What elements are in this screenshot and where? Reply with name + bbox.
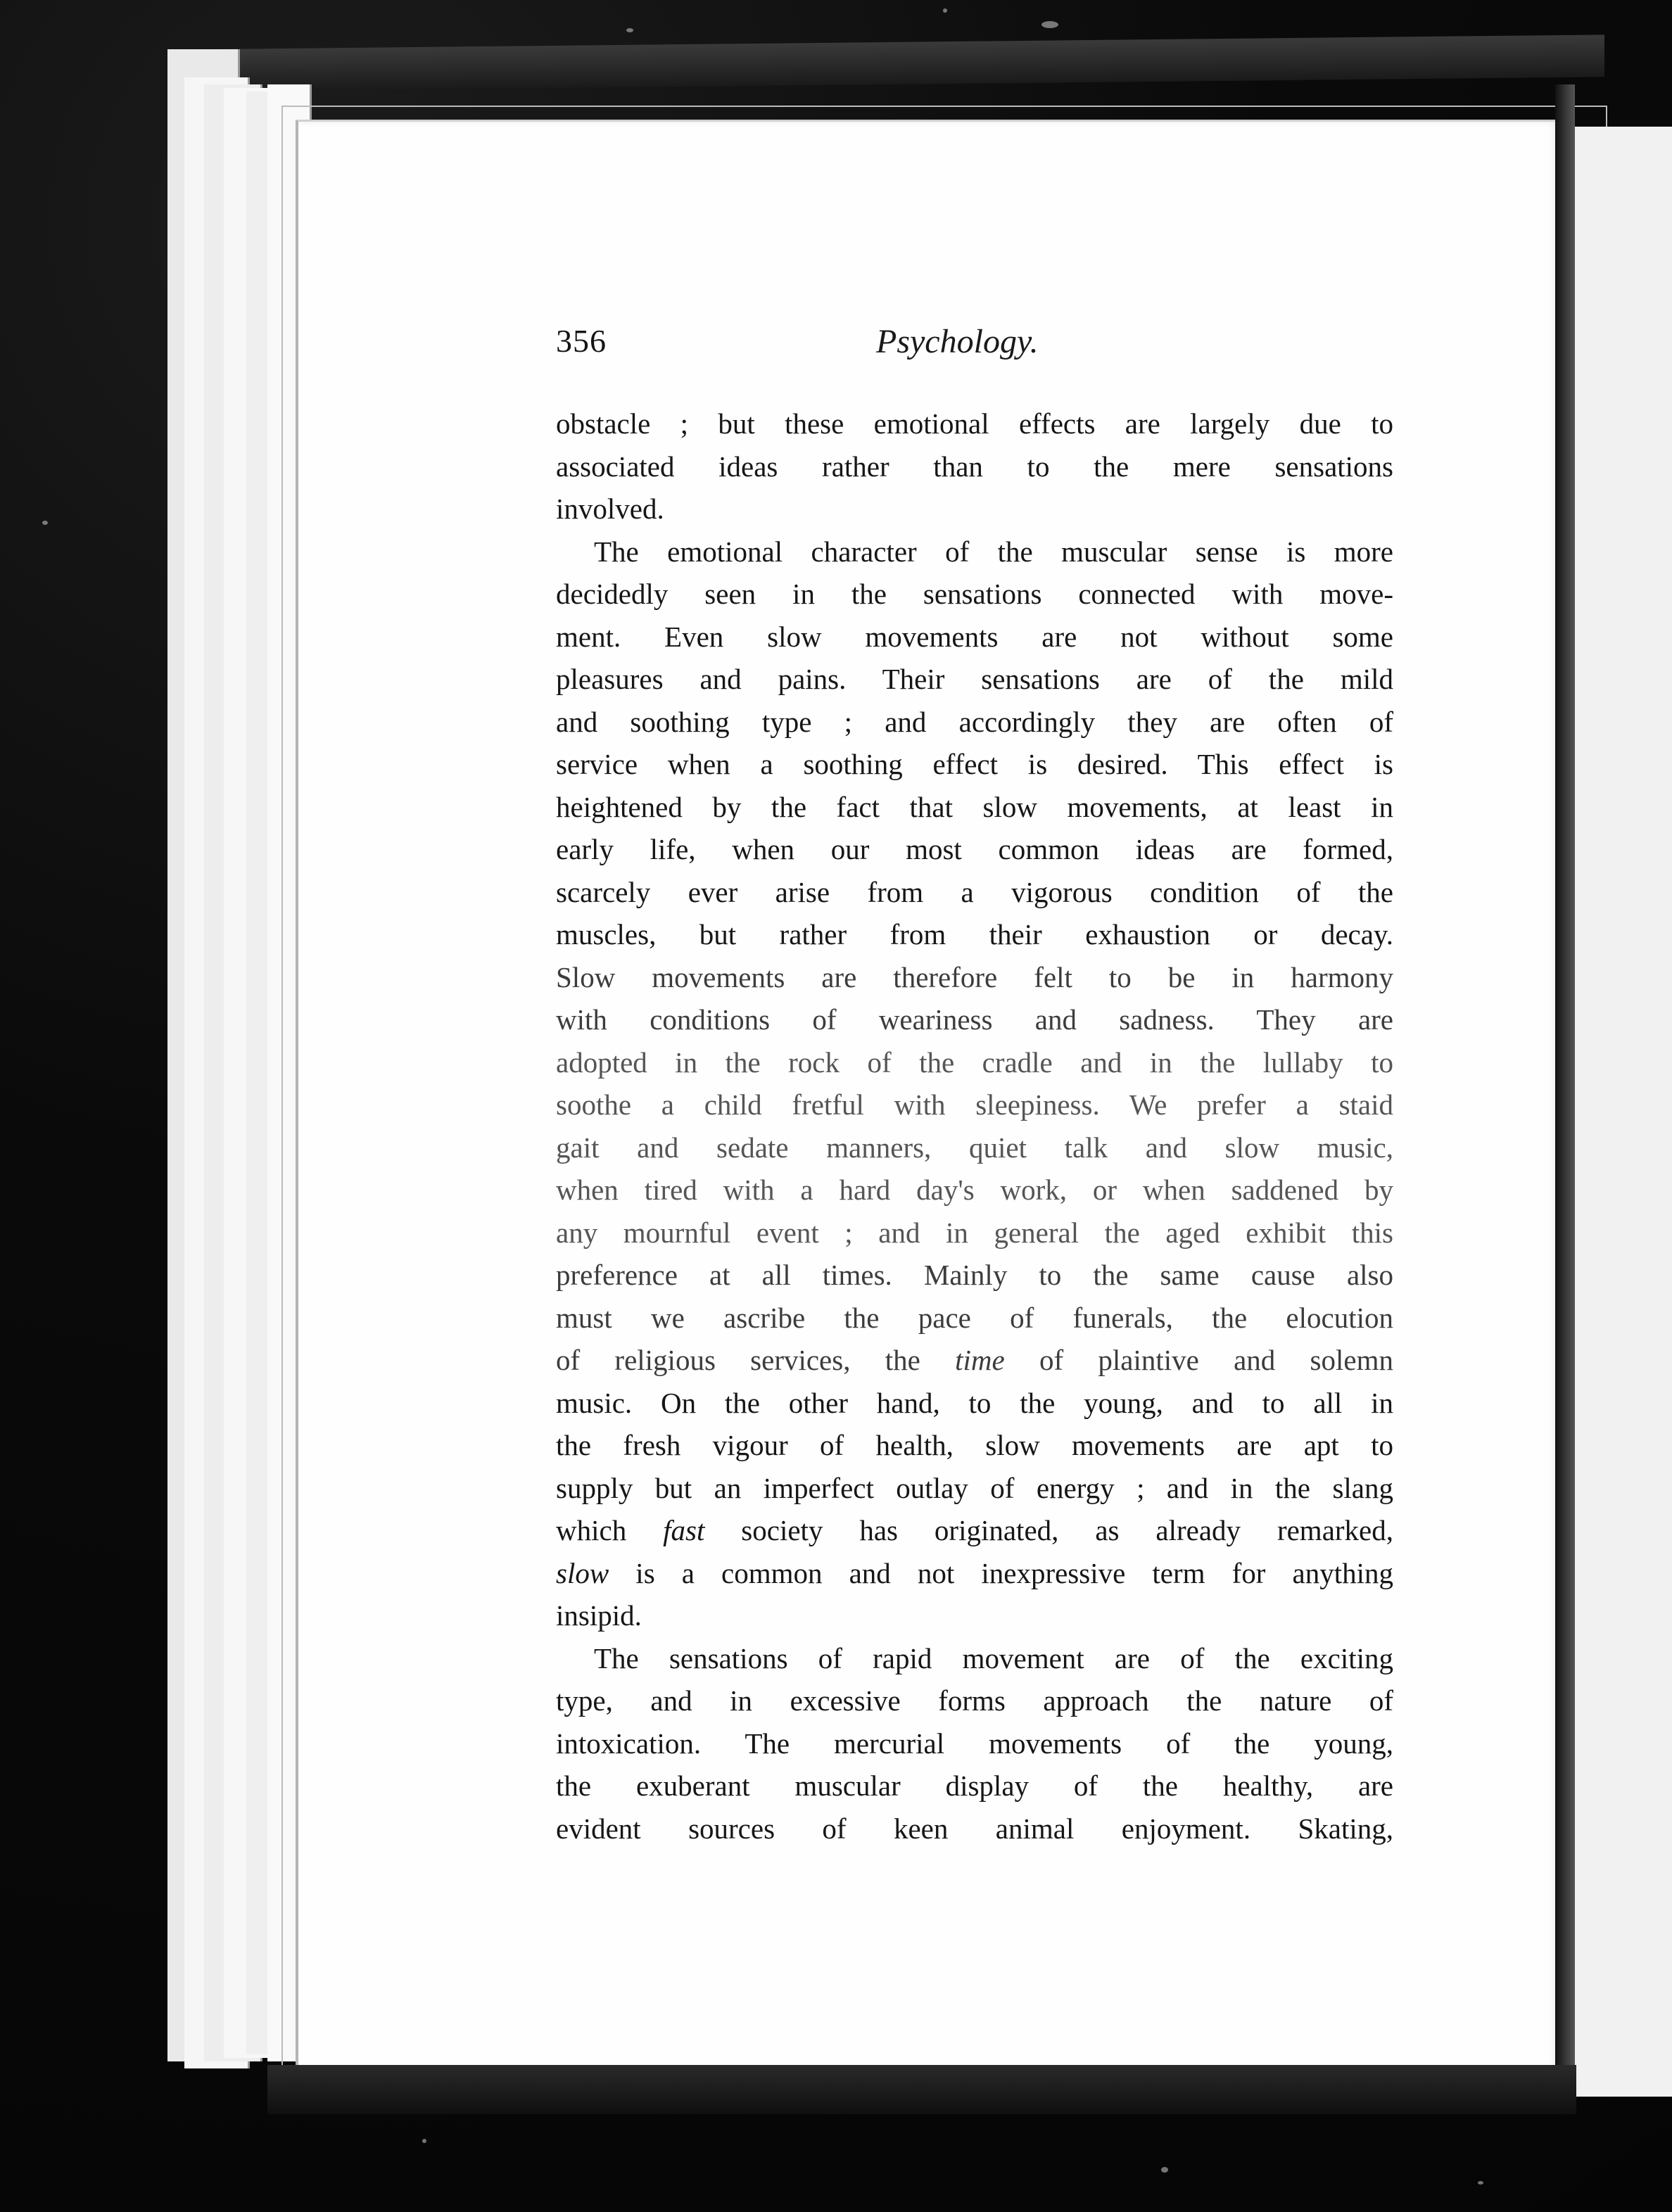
- running-head: [556, 322, 1393, 371]
- text-line: must we ascribe the pace of funerals, the elocution: [556, 1301, 1393, 1334]
- text-line: associated ideas rather than to the mere sensations: [556, 450, 1393, 483]
- text-line: preference at all times. Mainly to the same cause also: [556, 1259, 1393, 1291]
- scan-speck: [626, 28, 633, 32]
- scan-speck: [1161, 2167, 1168, 2173]
- text-line: any mournful event ; and in general the aged exhibit this: [556, 1216, 1393, 1249]
- text-line: decidedly seen in the sensations connected with move-: [556, 578, 1393, 610]
- running-title: Psychology.: [876, 323, 1039, 360]
- scan-speck: [1041, 21, 1058, 28]
- text-segment: of religious services, the: [556, 1344, 920, 1376]
- scan-speck: [1478, 2181, 1483, 2185]
- facing-page: [1575, 127, 1672, 2097]
- paragraph-start-line: The sensations of rapid movement are of the exciting: [594, 1641, 1393, 1674]
- scan-speck: [42, 521, 48, 525]
- text-segment: which: [556, 1514, 627, 1546]
- text-line: ment. Even slow movements are not without some: [556, 620, 1393, 653]
- page-number: 356: [556, 323, 607, 359]
- text-line: [556, 1509, 1393, 1552]
- book-bottom-edge: [267, 2065, 1576, 2114]
- text-line: Slow movements are therefore felt to be in harmony: [556, 960, 1393, 993]
- text-line: intoxication. The mercurial movements of the young,: [556, 1727, 1393, 1760]
- text-line: [556, 1339, 1393, 1382]
- text-line: obstacle ; but these emotional effects are largely due to: [556, 407, 1393, 440]
- text-line: gait and sedate manners, quiet talk and slow music,: [556, 1131, 1393, 1164]
- text-line: the fresh vigour of health, slow movements are apt to: [556, 1429, 1393, 1461]
- text-line: evident sources of keen animal enjoyment. Skating,: [556, 1812, 1393, 1845]
- book-gutter: [1555, 84, 1575, 2076]
- scan-speck: [422, 2139, 426, 2143]
- text-line: with conditions of weariness and sadness. They are: [556, 1003, 1393, 1036]
- text-line: supply but an imperfect outlay of energy ; and in the slang: [556, 1471, 1393, 1504]
- text-line: insipid.: [556, 1599, 642, 1632]
- text-line: music. On the other hand, to the young, and to all in: [556, 1386, 1393, 1419]
- text-line: the exuberant muscular display of the healthy, are: [556, 1769, 1393, 1802]
- text-line: type, and in excessive forms approach the nature of: [556, 1684, 1393, 1717]
- text-segment: society has originated, as already remarked,: [741, 1514, 1393, 1546]
- text-line: and soothing type ; and accordingly they are often of: [556, 705, 1393, 738]
- text-segment: is a common and not inexpressive term for anything: [635, 1556, 1393, 1589]
- text-line: soothe a child fretful with sleepiness. We prefer a staid: [556, 1088, 1393, 1121]
- body-text: [556, 402, 1393, 1850]
- italic-word: time: [955, 1344, 1005, 1376]
- text-line: early life, when our most common ideas are formed,: [556, 833, 1393, 865]
- text-segment: of plaintive and solemn: [1039, 1344, 1393, 1376]
- italic-word: fast: [663, 1514, 705, 1546]
- text-line: when tired with a hard day's work, or when saddened by: [556, 1174, 1393, 1206]
- scan-speck: [943, 8, 947, 13]
- text-line: muscles, but rather from their exhaustion or decay.: [556, 918, 1393, 951]
- text-line: pleasures and pains. Their sensations are of the mild: [556, 663, 1393, 695]
- text-line: scarcely ever arise from a vigorous condition of the: [556, 875, 1393, 908]
- italic-word: slow: [556, 1556, 609, 1589]
- text-line: heightened by the fact that slow movements, at least in: [556, 790, 1393, 823]
- text-line: adopted in the rock of the cradle and in the lullaby to: [556, 1045, 1393, 1079]
- text-line: service when a soothing effect is desired. This effect is: [556, 748, 1393, 780]
- text-line: [556, 1552, 1393, 1595]
- text-line: involved.: [556, 492, 664, 525]
- paragraph-start-line: The emotional character of the muscular sense is more: [594, 535, 1393, 568]
